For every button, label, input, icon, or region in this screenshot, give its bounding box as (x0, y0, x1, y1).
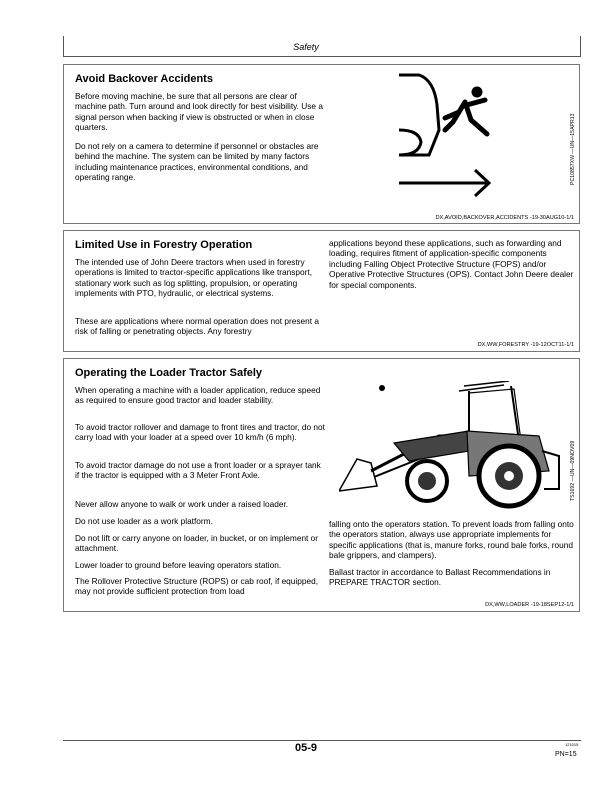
paragraph: The Rollover Protective Structure (ROPS) or cab roof, if equipped, may not provide sufficient protection from load (75, 576, 319, 597)
paragraph: Never allow anyone to walk or work under a raised loader. (75, 499, 289, 509)
paragraph: Lower loader to ground before leaving operators station. (75, 560, 282, 570)
section-code: DX,WW,LOADER -19-18SEP12-1/1 (485, 602, 574, 608)
section-title: Operating the Loader Tractor Safely (75, 367, 263, 379)
paragraph: When operating a machine with a loader application, reduce speed as required to ensure good tractor and loader stability. (75, 385, 321, 406)
page-number: 05-9 (294, 742, 318, 754)
section-title: Avoid Backover Accidents (75, 73, 213, 85)
paragraph: Ballast tractor in accordance to Ballast Recommendations in PREPARE TRACTOR section. (329, 567, 551, 588)
footer-pn: PN=15 (555, 751, 577, 758)
paragraph: falling onto the operators station. To prevent loads from falling onto the operators station, always use appropriate implements for specific applications (that is, manure forks, round bale forks, round bale grippers, and clampers). (329, 519, 574, 561)
section-avoid-backover (63, 64, 580, 224)
paragraph: To avoid tractor rollover and damage to front tires and tractor, do not carry load with your loader at a speed over 10 km/h (6 mph). (75, 422, 325, 443)
paragraph: The intended use of John Deere tractors when used in forestry operations is limited to tractor-specific applications like transport, stationary work such as log splitting, propulsion, or operating implements with PTO, hydraulic, or electrical systems. (75, 257, 313, 299)
paragraph: Do not rely on a camera to determine if personnel or obstacles are behind the machine. The system can be limited by many factors including maintenance practices, environmental conditions, and operating range. (75, 141, 319, 183)
section-title: Limited Use in Forestry Operation (75, 239, 253, 251)
footer-small-code: 121015 (565, 742, 579, 747)
paragraph: To avoid tractor damage do not use a front loader or a sprayer tank if the tractor is equipped with a 3 Meter Front Axle. (75, 460, 321, 481)
figure-id: PC10857XW —UN—15APR13 (570, 113, 576, 185)
figure-id: TS1692 —UN—09NOV09 (570, 440, 576, 501)
header-section-label: Safety (293, 42, 319, 52)
section-code: DX,WW,FORESTRY -19-12OCT11-1/1 (477, 342, 574, 348)
paragraph: Do not lift or carry anyone on loader, in bucket, or on implement or attachment. (75, 533, 319, 554)
backover-warning-illustration (399, 70, 504, 205)
header-rule (63, 56, 581, 57)
paragraph: These are applications where normal operation does not present a risk of falling or penetrating objects. Any forestry (75, 316, 319, 337)
section-forestry (63, 230, 580, 352)
paragraph: applications beyond these applications, such as forwarding and loading, requires fitment of application-specific components including Falling Object Protective Structure (FOPS) and/or Operative Protective Structures (OPS). Contact John Deere dealer for special components. (329, 238, 574, 290)
paragraph: Before moving machine, be sure that all persons are clear of machine path. Turn around and look directly for best visibility. Use a signal person when backing if view is obstructed or when in close quarters. (75, 91, 323, 133)
section-loader-tractor (63, 358, 580, 612)
paragraph: Do not use loader as a work platform. (75, 516, 213, 526)
footer-rule (63, 740, 581, 741)
section-code: DX,AVOID,BACKOVER,ACCIDENTS -19-30AUG10-1/1 (435, 215, 574, 221)
loader-tractor-illustration (339, 381, 564, 516)
